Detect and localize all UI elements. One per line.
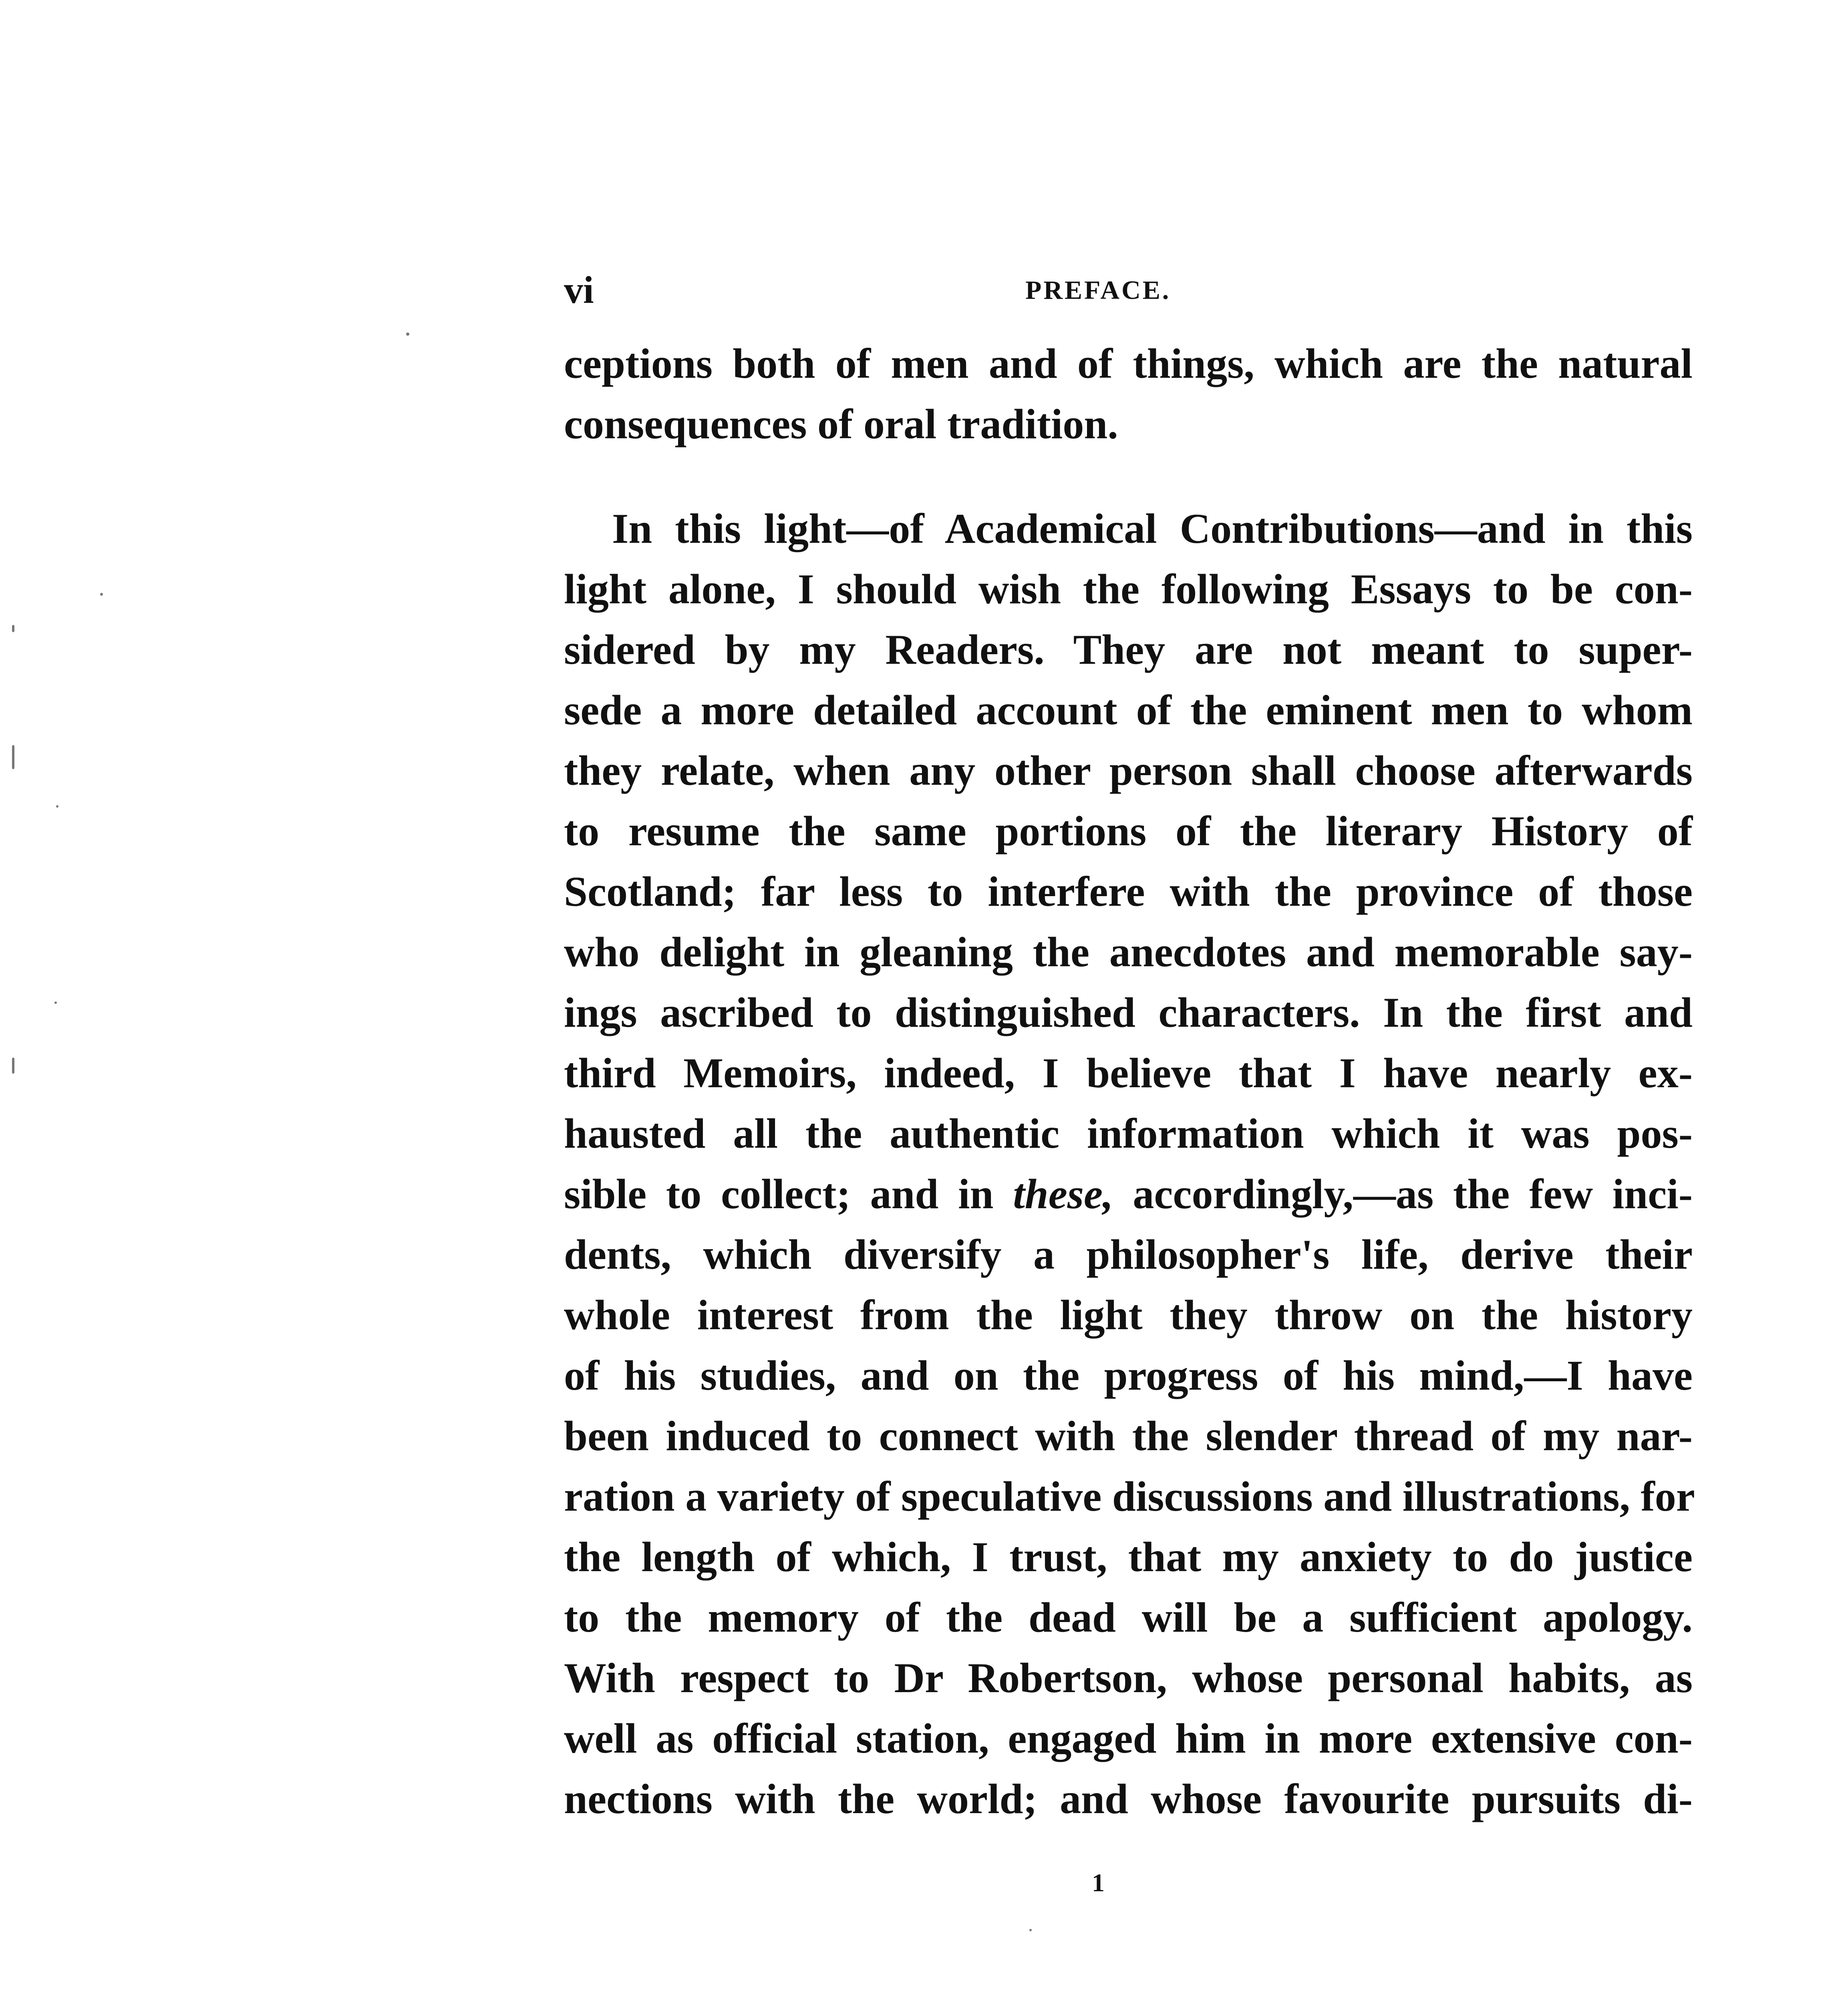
running-title: PREFACE.: [1025, 276, 1171, 305]
text-line-with-italic: [564, 1164, 1693, 1224]
text-line: well as official station, engaged him in more extensive con-: [564, 1715, 1693, 1762]
text-line: the length of which, I trust, that my anxiety to do justice: [564, 1533, 1693, 1580]
paragraph-1: [564, 333, 1693, 454]
paragraph-2: [564, 498, 1693, 1829]
text-line: to the memory of the dead will be a sufficient apology.: [564, 1594, 1693, 1641]
signature-mark: 1: [1092, 1868, 1105, 1897]
running-head: [564, 266, 1693, 326]
text-line: to resume the same portions of the literary History of: [564, 808, 1693, 854]
text-line: Scotland; far less to interfere with the province of those: [564, 868, 1693, 915]
text-line: ration a variety of speculative discussions and illustrations, for: [564, 1473, 1695, 1520]
text-line: hausted all the authentic information which it was pos-: [564, 1110, 1693, 1157]
margin-speck: [100, 593, 103, 596]
text-run: sible to collect; and in: [564, 1171, 1013, 1217]
margin-speck: [54, 1002, 57, 1004]
text-run: accordingly,—as the few inci-: [1113, 1171, 1693, 1217]
margin-speck: [1029, 1929, 1032, 1931]
body-text: [564, 333, 1693, 1829]
text-line: ings ascribed to distinguished characters. In the first and: [564, 989, 1693, 1036]
text-line: who delight in gleaning the anecdotes and memorable say-: [564, 929, 1693, 975]
text-line: ceptions both of men and of things, which are the natural: [564, 340, 1693, 387]
margin-speck: [12, 745, 14, 769]
margin-speck: [406, 332, 409, 336]
text-line: In this light—of Academical Contributions—and in this: [612, 505, 1693, 552]
margin-speck: [12, 625, 14, 632]
page-number: vi: [564, 268, 594, 311]
text-line: With respect to Dr Robertson, whose personal habits, as: [564, 1654, 1693, 1701]
italic-word: these,: [1013, 1171, 1113, 1217]
text-line: they relate, when any other person shall choose afterwards: [564, 747, 1693, 794]
text-line: of his studies, and on the progress of his mind,—I have: [564, 1352, 1693, 1399]
text-line: sidered by my Readers. They are not meant to super-: [564, 626, 1693, 673]
text-line: been induced to connect with the slender thread of my nar-: [564, 1413, 1693, 1459]
text-line: whole interest from the light they throw on the history: [564, 1292, 1693, 1338]
text-line: nections with the world; and whose favourite pursuits di-: [564, 1775, 1693, 1822]
text-line: light alone, I should wish the following Essays to be con-: [564, 566, 1693, 613]
text-line: consequences of oral tradition.: [564, 401, 1118, 447]
paragraph-gap: [564, 454, 1693, 498]
text-line: sede a more detailed account of the eminent men to whom: [564, 687, 1693, 733]
margin-speck: [12, 1058, 14, 1074]
text-line: dents, which diversify a philosopher's life, derive their: [564, 1231, 1693, 1278]
text-line: third Memoirs, indeed, I believe that I have nearly ex-: [564, 1050, 1693, 1096]
margin-speck: [56, 805, 58, 808]
